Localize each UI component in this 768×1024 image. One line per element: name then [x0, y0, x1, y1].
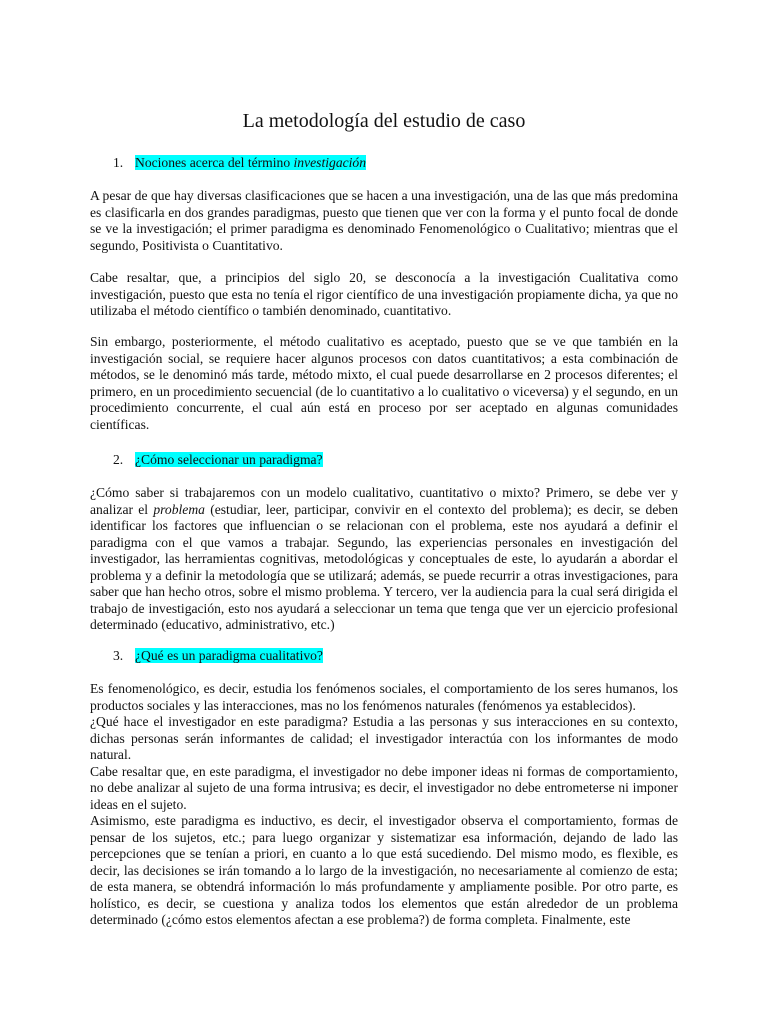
- document-title: La metodología del estudio de caso: [242, 110, 526, 132]
- section-1-highlight: [135, 155, 366, 170]
- section-1-number: 1.: [113, 155, 124, 170]
- section-1-heading-italic: investigación: [293, 155, 367, 170]
- section-3-paragraph-1: Es fenomenológico, es decir, estudia los fenómenos sociales, el comportamiento de los seres humanos, los productos sociales y las interacciones, mas no los fenómenos naturales (fenómenos ya establecidos).: [90, 681, 678, 713]
- section-2-paragraph-post: (estudiar, leer, participar, convivir en el contexto del problema); es decir, se deben identificar los factores que influencian o se relacionan con el problema, este nos ayudará a definir el paradigma con el que vamos a trabajar. Segundo, las experiencias personales en investigación del investigador, las herramientas cognitivas, metodológicas y conceptuales de este, lo ayudarán a abordar el problema y a definir la metodología que se utilizará; además, se puede recurrir a otras investigaciones, para saber que han hecho otros, sobre el mismo problema. Y tercero, ver la audiencia para la cual será dirigida el trabajo de investigación, esto nos ayudará a seleccionar un tema que tenga que ver un ejercicio profesional determinado (educativo, administrativo, etc.): [90, 501, 678, 632]
- section-2-paragraph-pre: ¿Cómo saber si trabajaremos con un modelo cualitativo, cuantitativo o mixto? Primero, se debe ver y analizar el: [90, 485, 678, 517]
- section-2-heading-text: ¿Cómo seleccionar un paradigma?: [135, 452, 323, 467]
- section-1-heading-text: Nociones acerca del término: [135, 155, 294, 170]
- section-1-paragraph-2: Cabe resaltar, que, a principios del siglo 20, se desconocía a la investigación Cualitativa como investigación, puesto que esta no tenía el rigor científico de una investigación propiamente dicha, ya que no utilizaba el método científico o también denominado, cuantitativo.: [90, 270, 678, 318]
- section-3-number: 3.: [113, 648, 124, 663]
- section-2-paragraph-italic: problema: [153, 501, 205, 517]
- section-2-paragraph: [90, 485, 678, 634]
- section-2-heading: [113, 452, 323, 468]
- section-2-number: 2.: [113, 452, 124, 467]
- section-3-heading-text: ¿Qué es un paradigma cualitativo?: [135, 648, 323, 663]
- section-3-paragraph-3: Cabe resaltar que, en este paradigma, el investigador no debe imponer ideas ni formas de comportamiento, no debe analizar al sujeto de una forma intrusiva; es decir, el investigador no debe entrometerse ni imponer ideas en el sujeto.: [90, 763, 678, 812]
- section-3-paragraph-2: ¿Qué hace el investigador en este paradigma? Estudia a las personas y sus interacciones en su contexto, dichas personas serán informantes de calidad; el investigador interactúa con los informantes de modo natural.: [90, 714, 678, 762]
- section-3-heading: [113, 648, 323, 664]
- section-3-body: [90, 681, 678, 929]
- section-1-heading: [113, 155, 366, 171]
- section-3-paragraph-4: Asimismo, este paradigma es inductivo, es decir, el investigador observa el comportamiento, formas de pensar de los sujetos, etc.; para luego organizar y sistematizar esa información, dejando de lado las percepciones que se tenían a priori, en cuanto a lo que está sucediendo. Del mismo modo, es flexible, es decir, las decisiones se irán tomando a lo largo de la investigación, no necesariamente al comienzo de esta; de esta manera, se obtendrá información lo más profundamente y ampliamente posible. Por otro parte, es holístico, es decir, se cuestiona y analiza todos los elementos que están alrededor de un problema determinado (¿cómo estos elementos afectan a ese problema?) de forma completa. Finalmente, este: [90, 813, 678, 927]
- section-1-paragraph-1: A pesar de que hay diversas clasificaciones que se hacen a una investigación, una de las que más predomina es clasificarla en dos grandes paradigmas, puesto que tienen que ver con la forma y el punto focal de donde se ve la investigación; el primer paradigma es denominado Fenomenológico o Cualitativo; mientras que el segundo, Positivista o Cuantitativo.: [90, 188, 678, 253]
- section-1-paragraph-3: Sin embargo, posteriormente, el método cualitativo es aceptado, puesto que se ve que también en la investigación social, se requiere hacer algunos procesos con datos cuantitativos; a esta combinación de métodos, se le denominó más tarde, método mixto, el cual puede desarrollarse en 2 procesos diferentes; el primero, en un procedimiento secuencial (de lo cuantitativo a lo cualitativo o viceversa) y el segundo, en un procedimiento concurrente, el cual aún está en proceso por ser aceptado en algunas comunidades científicas.: [90, 334, 678, 432]
